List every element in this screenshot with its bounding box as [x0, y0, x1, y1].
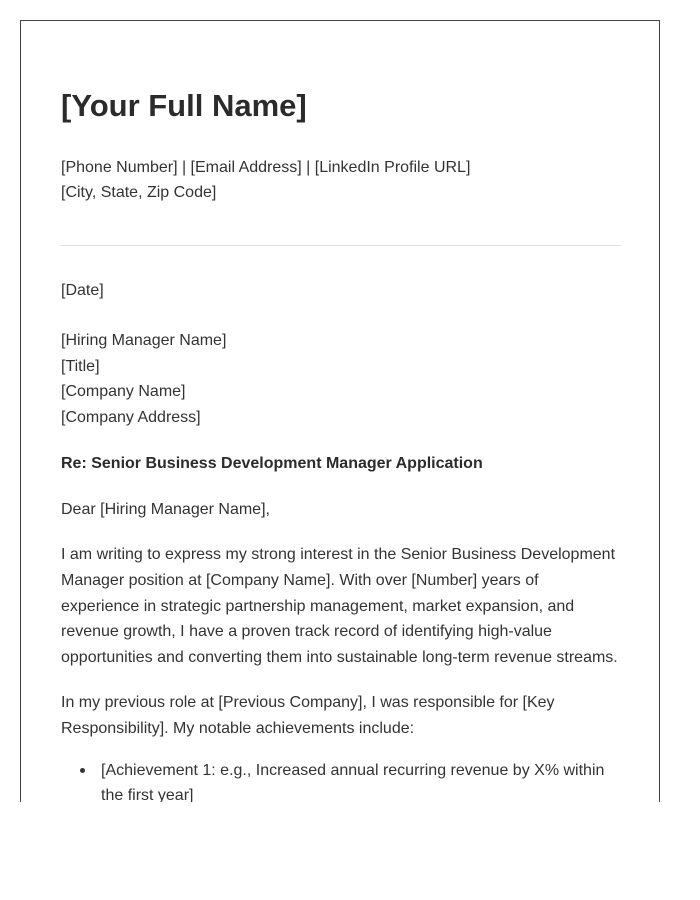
salutation: Dear [Hiring Manager Name],	[61, 501, 270, 518]
letter-date: [Date]	[61, 282, 104, 299]
recipient-address: [Company Address]	[61, 408, 201, 426]
sender-name: [Your Full Name]	[61, 88, 307, 123]
letter-page	[20, 20, 660, 802]
recipient-block	[61, 328, 226, 430]
bullet-icon	[80, 768, 85, 773]
contact-line-location: [City, State, Zip Code]	[61, 184, 217, 201]
header-divider	[61, 245, 621, 246]
body-paragraph-experience: In my previous role at [Previous Company], I was responsible for [Key Responsibility]. My notable achievements include:	[61, 694, 555, 737]
achievement-text: [Achievement 1: e.g., Increased annual recurring revenue by X% within the first year]	[101, 762, 605, 802]
recipient-company: [Company Name]	[61, 383, 186, 401]
letter-subject: Re: Senior Business Development Manager Application	[61, 455, 483, 472]
body-paragraph-intro: I am writing to express my strong interest in the Senior Business Development Manager position at [Company Name]. With over [Number] years of experience in strategic partnership management, market expansion, and revenue growth, I have a proven track record of identifying high-value opportunities and converting them into sustainable long-term revenue streams.	[61, 546, 618, 667]
sender-contact	[61, 155, 470, 205]
recipient-title: [Title]	[61, 357, 100, 375]
list-item	[101, 758, 621, 802]
contact-line-phone-email-linkedin: [Phone Number] | [Email Address] | [LinkedIn Profile URL]	[61, 159, 471, 176]
recipient-name: [Hiring Manager Name]	[61, 332, 227, 349]
achievements-list	[61, 758, 621, 802]
